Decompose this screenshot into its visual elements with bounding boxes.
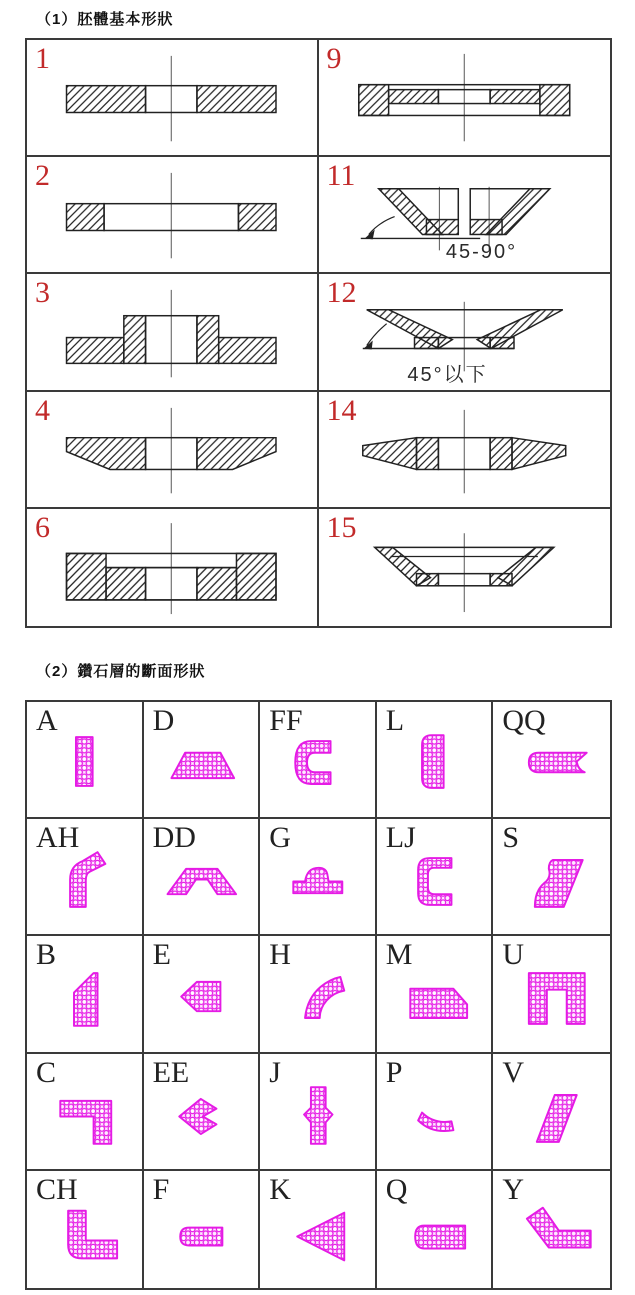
section-shape-cell-AH: [27, 819, 144, 936]
shape-letter: P: [385, 1055, 403, 1089]
shape-letter: A: [36, 704, 58, 737]
body-shape-cell-12: [319, 274, 611, 391]
shape-number: 1: [35, 42, 50, 75]
section-shape-cell-F: [144, 1171, 261, 1288]
shape-number: 2: [35, 159, 50, 193]
section-shape-cell-B: [27, 936, 144, 1053]
section1-title: （1）胚體基本形狀: [36, 11, 174, 28]
shape-letter: Y: [502, 1172, 525, 1206]
shape-letter: Q: [385, 1172, 408, 1206]
section-shape-cell-K: [260, 1171, 377, 1288]
shape-letter: K: [269, 1172, 291, 1206]
section-shape-cell-A: [27, 702, 144, 819]
section-shape-cell-CH: [27, 1171, 144, 1288]
section-shape-cell-V: [493, 1054, 610, 1171]
shape-letter: M: [385, 938, 413, 972]
section2-title: （2）鑽石層的斷面形狀: [36, 663, 206, 680]
section-shape-cell-D: [144, 702, 261, 819]
section-shape-cell-L: [377, 702, 494, 819]
angle-annotation: 45°以下: [407, 364, 488, 387]
shape-number: 11: [326, 159, 356, 193]
body-shape-cell-15: [319, 509, 611, 626]
section-shape-cell-M: [377, 936, 494, 1053]
shape-number: 12: [326, 276, 357, 310]
section-shape-cell-DD: [144, 819, 261, 936]
section-shape-cell-FF: [260, 702, 377, 819]
shape-letter: U: [502, 938, 525, 972]
shape-letter: G: [269, 821, 291, 855]
body-shape-cell-4: [27, 392, 319, 509]
shape-letter: LJ: [385, 821, 416, 855]
shape-number: 15: [326, 510, 357, 544]
section-shape-cell-C: [27, 1054, 144, 1171]
shape-number: 14: [326, 393, 357, 427]
shape-letter: C: [36, 1055, 57, 1089]
shape-letter: FF: [269, 704, 303, 737]
section-shape-cell-EE: [144, 1054, 261, 1171]
body-shape-cell-2: [27, 157, 319, 274]
shape-letter: V: [502, 1055, 525, 1089]
shape-letter: QQ: [502, 704, 546, 737]
body-shape-cell-11: [319, 157, 611, 274]
shape-letter: L: [385, 704, 405, 737]
section-shape-cell-Y: [493, 1171, 610, 1288]
body-shape-cell-9: [319, 40, 611, 157]
section-shape-cell-LJ: [377, 819, 494, 936]
body-shape-cell-1: [27, 40, 319, 157]
section-shape-cell-J: [260, 1054, 377, 1171]
diamond-layer-sections-table: [25, 700, 612, 1290]
section-shape-cell-H: [260, 936, 377, 1053]
shape-letter: EE: [152, 1055, 190, 1089]
section-shape-cell-U: [493, 936, 610, 1053]
section-shape-cell-P: [377, 1054, 494, 1171]
body-shape-cell-14: [319, 392, 611, 509]
angle-annotation: 45-90°: [445, 241, 518, 264]
basic-body-shapes-table: [25, 38, 612, 628]
shape-letter: E: [152, 938, 171, 972]
shape-letter: AH: [36, 821, 80, 855]
body-shape-cell-6: [27, 509, 319, 626]
shape-letter: CH: [36, 1172, 78, 1206]
section-shape-cell-E: [144, 936, 261, 1053]
shape-letter: F: [152, 1172, 170, 1206]
shape-number: 9: [326, 42, 342, 75]
shape-number: 3: [35, 276, 50, 310]
section-shape-cell-QQ: [493, 702, 610, 819]
shape-letter: H: [269, 938, 291, 972]
shape-letter: DD: [152, 821, 196, 855]
shape-number: 6: [35, 510, 50, 544]
section-shape-cell-G: [260, 819, 377, 936]
shape-letter: D: [152, 704, 175, 737]
shape-letter: B: [36, 938, 57, 972]
shape-letter: J: [269, 1055, 281, 1089]
section-shape-cell-Q: [377, 1171, 494, 1288]
shape-letter: S: [502, 821, 520, 855]
body-shape-cell-3: [27, 274, 319, 391]
shape-number: 4: [35, 393, 50, 427]
section-shape-cell-S: [493, 819, 610, 936]
